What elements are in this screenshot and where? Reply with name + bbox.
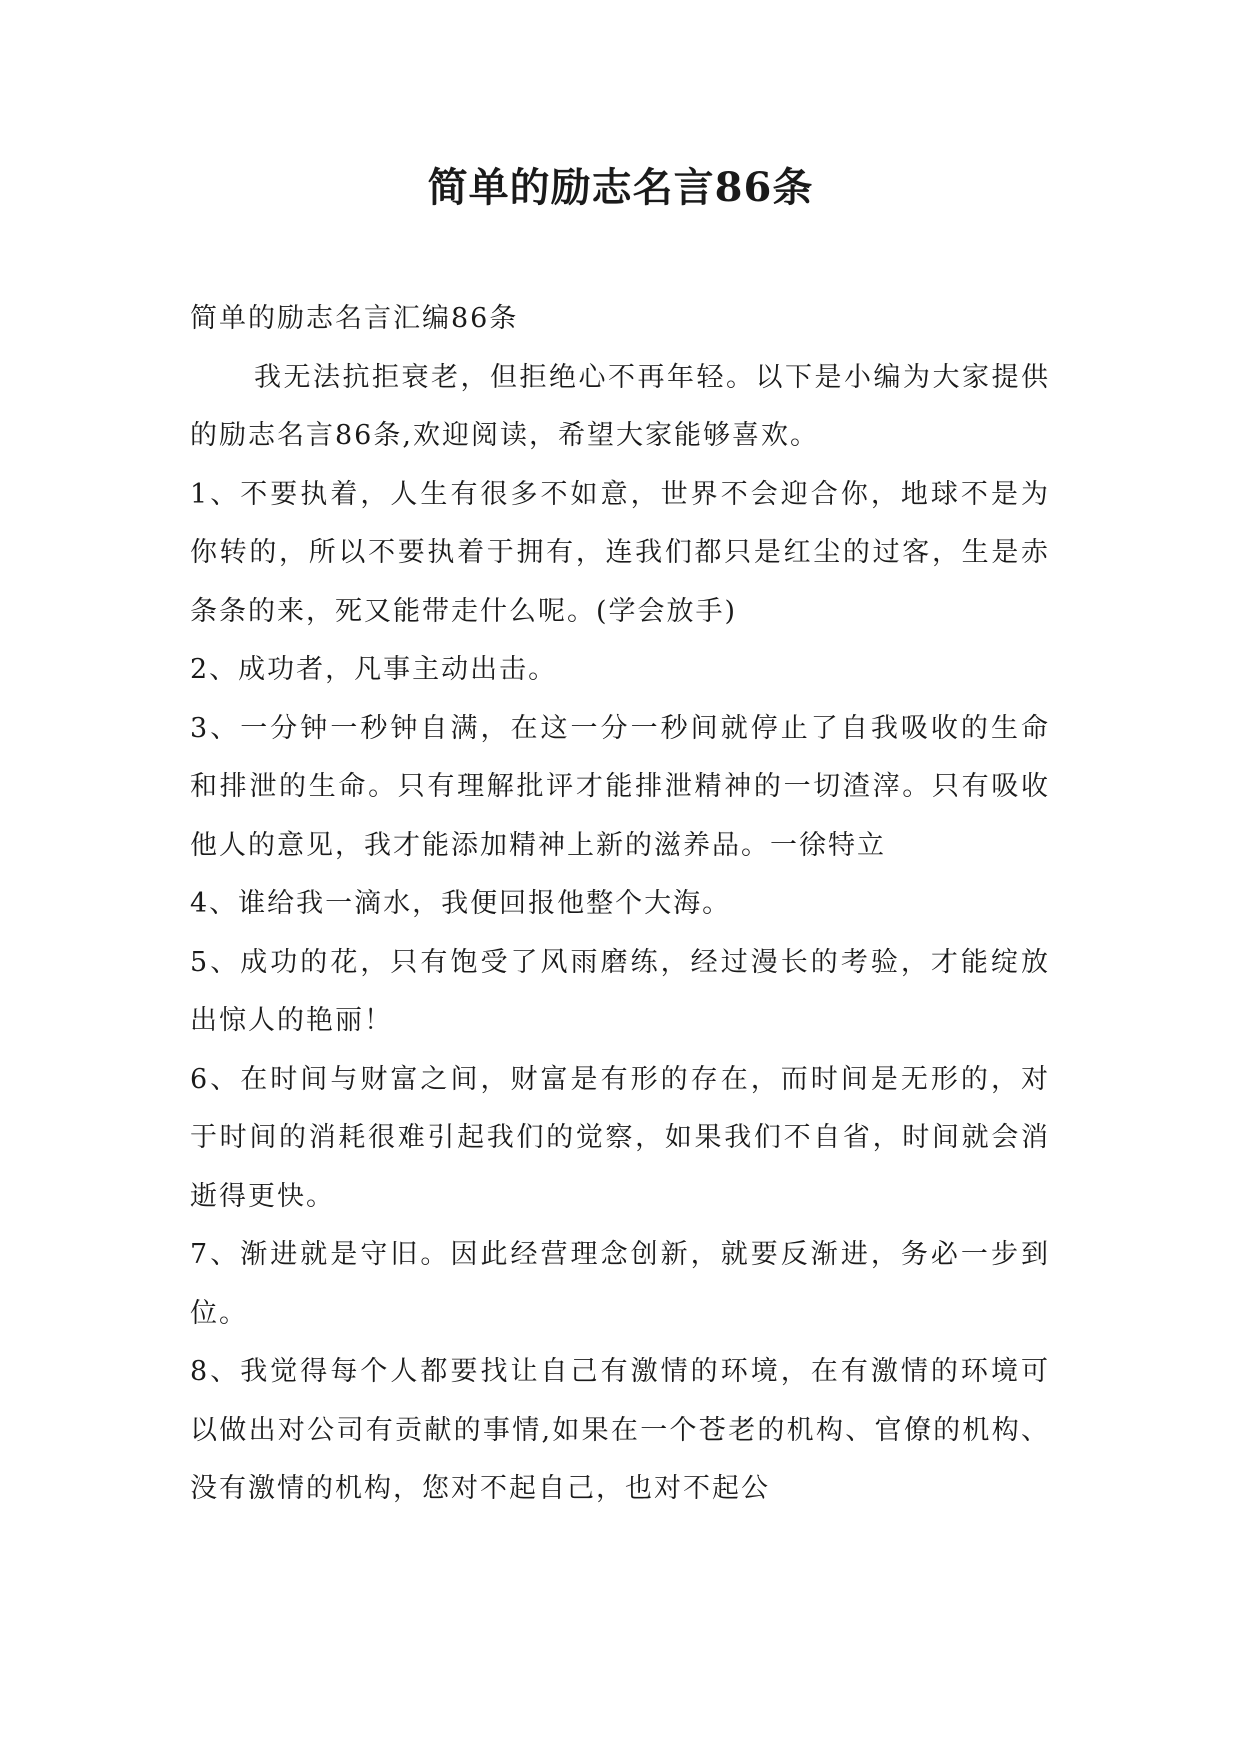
quote-paragraph-1: 1、不要执着，人生有很多不如意，世界不会迎合你，地球不是为你转的，所以不要执着于拥有，连我们都只是红尘的过客，生是赤条条的来，死又能带走什么呢。(学会放手) xyxy=(190,478,1050,627)
quote-paragraph-8: 8、我觉得每个人都要找让自己有激情的环境，在有激情的环境可以做出对公司有贡献的事情,如果在一个苍老的机构、官僚的机构、没有激情的机构，您对不起自己，也对不起公 xyxy=(190,1356,1050,1504)
document-title: 简单的励志名言86条 xyxy=(427,164,814,211)
quote-paragraph-6: 6、在时间与财富之间，财富是有形的存在，而时间是无形的，对于时间的消耗很难引起我们的觉察，如果我们不自省，时间就会消逝得更快。 xyxy=(190,1063,1050,1212)
subtitle-paragraph: 简单的励志名言汇编86条 xyxy=(190,303,519,334)
quote-paragraph-4: 4、谁给我一滴水，我便回报他整个大海。 xyxy=(190,888,732,919)
quote-paragraph-5: 5、成功的花，只有饱受了风雨磨练，经过漫长的考验，才能绽放出惊人的艳丽！ xyxy=(190,946,1050,1036)
document-body xyxy=(190,290,1050,1519)
quote-paragraph-3: 3、一分钟一秒钟自满，在这一分一秒间就停止了自我吸收的生命和排泄的生命。只有理解批评才能排泄精神的一切渣滓。只有吸收他人的意见，我才能添加精神上新的滋养品。一徐特立 xyxy=(190,712,1050,861)
quote-paragraph-7: 7、渐进就是守旧。因此经营理念创新，就要反渐进，务必一步到位。 xyxy=(190,1239,1050,1329)
intro-paragraph: 我无法抗拒衰老，但拒绝心不再年轻。以下是小编为大家提供的励志名言86条,欢迎阅读，希望大家能够喜欢。 xyxy=(190,361,1050,451)
quote-paragraph-2: 2、成功者，凡事主动出击。 xyxy=(190,654,558,685)
